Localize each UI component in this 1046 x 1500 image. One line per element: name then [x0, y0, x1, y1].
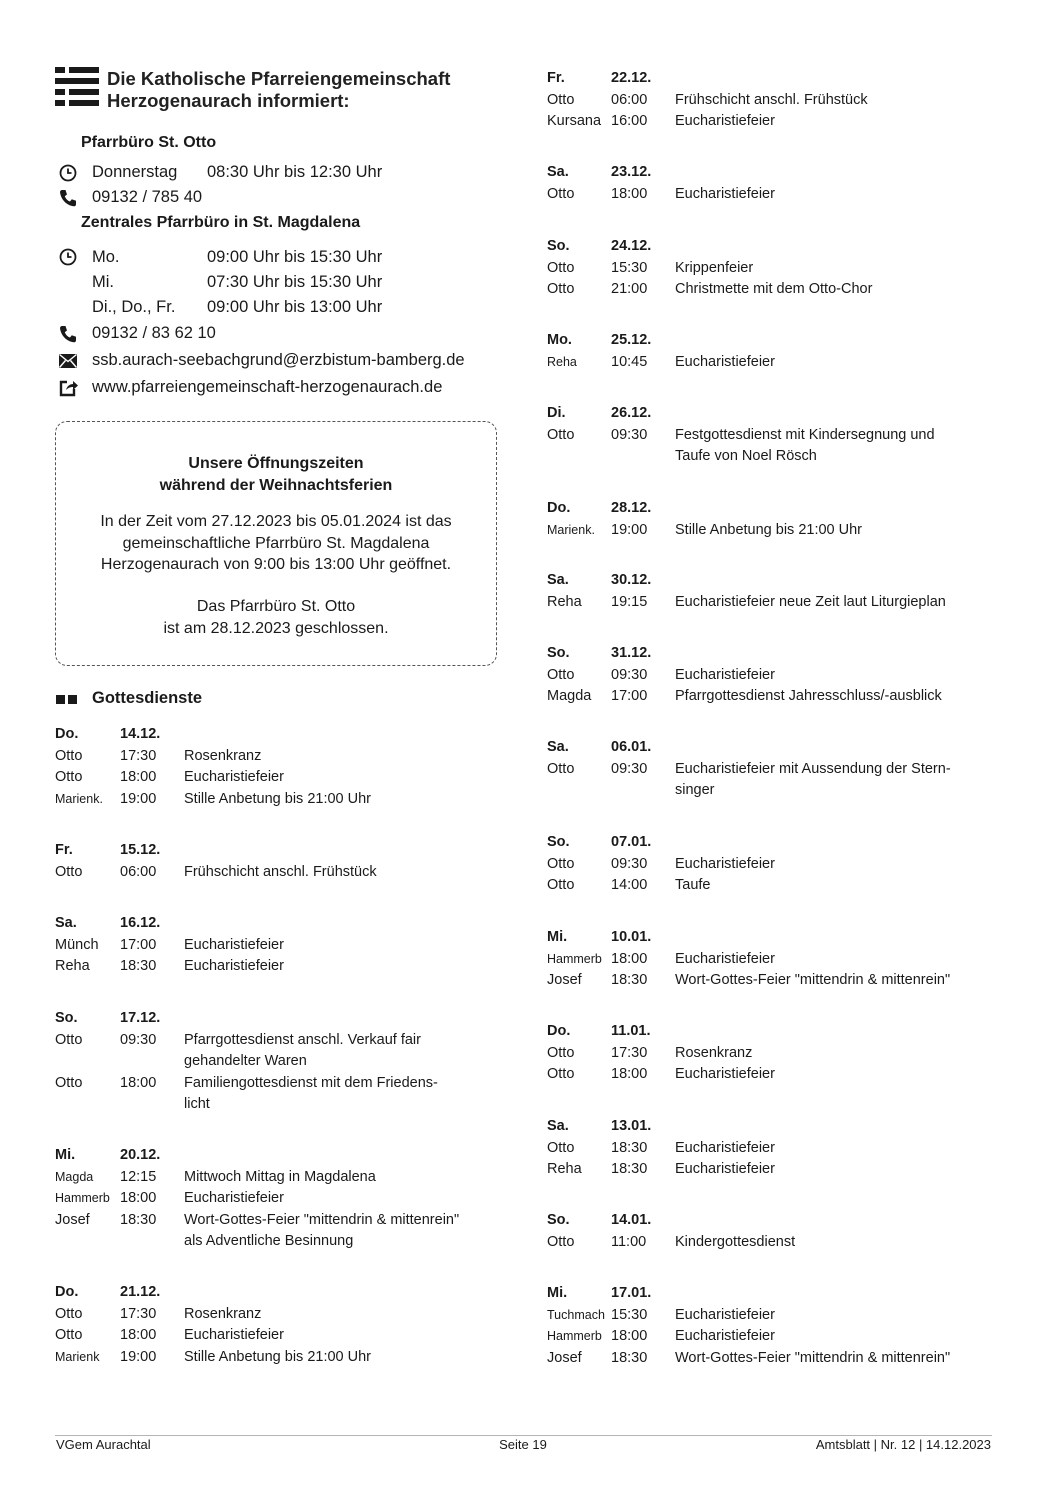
service-day — [547, 68, 992, 133]
service-time: 18:00 — [611, 1066, 648, 1082]
service-time: 09:30 — [611, 426, 648, 443]
service-description: licht — [184, 1096, 210, 1112]
weekday: So. — [547, 238, 570, 254]
service-row-continued — [55, 1231, 500, 1253]
service-row — [547, 1159, 992, 1181]
service-time: 19:15 — [611, 593, 648, 610]
office2-time: 09:00 Uhr bis 15:30 Uhr — [207, 248, 383, 266]
service-day-header — [547, 330, 992, 352]
service-day-header — [55, 724, 500, 746]
email-link[interactable]: ssb.aurach-seebachgrund@erzbistum-bamberg.de — [92, 351, 465, 369]
service-description: Krippenfeier — [675, 259, 754, 276]
service-time: 18:30 — [611, 1349, 648, 1366]
service-time: 15:30 — [611, 259, 648, 276]
service-time: 09:30 — [611, 666, 648, 683]
service-description: Eucharistiefeier — [675, 113, 775, 129]
service-row-continued — [547, 780, 992, 802]
service-location: Münch — [55, 936, 99, 953]
service-location: Kursana — [547, 113, 602, 129]
service-day — [547, 1283, 992, 1369]
service-row — [547, 258, 992, 280]
service-description: Eucharistiefeier — [184, 769, 284, 785]
service-day-header — [547, 737, 992, 759]
footer-page-number: Seite 19 — [499, 1437, 547, 1452]
service-day-header — [547, 1283, 992, 1305]
service-time: 18:30 — [120, 958, 157, 974]
service-day — [55, 1008, 500, 1116]
footer-divider — [55, 1435, 992, 1436]
service-day-header — [547, 1021, 992, 1043]
service-time: 18:00 — [611, 1328, 648, 1344]
service-description: Eucharistiefeier — [184, 936, 284, 953]
service-description: Festgottesdienst mit Kindersegnung und — [675, 426, 935, 443]
date: 16.12. — [120, 915, 161, 931]
service-day — [55, 1282, 500, 1368]
service-day — [547, 570, 992, 613]
service-time: 15:30 — [611, 1306, 648, 1323]
service-day-header — [55, 1145, 500, 1167]
service-time: 18:00 — [611, 950, 648, 967]
service-row — [547, 520, 992, 542]
service-row — [547, 1348, 992, 1370]
service-row — [55, 1347, 500, 1369]
parish-logo — [55, 67, 99, 107]
service-row — [55, 746, 500, 768]
service-row — [547, 425, 992, 447]
service-location: Tuchmach — [547, 1307, 605, 1322]
service-description: Pfarrgottesdienst anschl. Verkauf fair — [184, 1031, 421, 1048]
service-row-continued — [547, 446, 992, 468]
service-time: 09:30 — [611, 855, 648, 872]
service-row — [547, 279, 992, 301]
service-time: 06:00 — [611, 91, 648, 108]
phone-icon — [57, 323, 79, 345]
service-time: 17:30 — [611, 1044, 648, 1061]
date: 13.01. — [611, 1118, 652, 1134]
weekday: Do. — [55, 726, 79, 742]
external-link-icon — [57, 377, 79, 399]
weekday: Fr. — [55, 842, 73, 858]
service-row — [547, 111, 992, 133]
service-description: Eucharistiefeier — [675, 1306, 775, 1323]
date: 15.12. — [120, 842, 161, 858]
weekday: Sa. — [547, 572, 569, 588]
service-day — [547, 236, 992, 301]
service-day — [55, 913, 500, 978]
service-row — [547, 1043, 992, 1065]
service-row — [547, 592, 992, 614]
footer-right: Amtsblatt | Nr. 12 | 14.12.2023 — [815, 1437, 991, 1452]
service-location: Otto — [55, 863, 83, 880]
service-description: Wort-Gottes-Feier "mittendrin & mittenrein" — [675, 972, 951, 988]
service-day — [547, 927, 992, 992]
service-description: Christmette mit dem Otto-Chor — [675, 281, 873, 297]
weekday: Mo. — [547, 332, 572, 348]
service-row — [547, 970, 992, 992]
service-day — [547, 1210, 992, 1253]
weekday: Sa. — [547, 1118, 569, 1134]
weekday: So. — [547, 834, 570, 850]
weekday: Do. — [55, 1284, 79, 1300]
service-location: Marienk. — [547, 522, 595, 537]
service-description: Eucharistiefeier — [184, 958, 284, 974]
service-day — [547, 643, 992, 708]
service-time: 09:30 — [120, 1031, 157, 1048]
service-day-header — [547, 68, 992, 90]
service-description: Taufe von Noel Rösch — [675, 448, 817, 464]
service-time: 19:00 — [120, 790, 157, 807]
weekday: Sa. — [547, 164, 569, 180]
service-row — [55, 956, 500, 978]
service-location: Marienk — [55, 1349, 100, 1364]
service-description: Eucharistiefeier — [675, 1066, 775, 1082]
service-time: 17:30 — [120, 747, 157, 764]
service-location: Otto — [547, 760, 575, 777]
service-description: als Adventliche Besinnung — [184, 1233, 354, 1249]
service-day — [547, 162, 992, 205]
notice-title-line-2: während der Weihnachtsferien — [159, 476, 393, 494]
service-time: 12:15 — [120, 1168, 157, 1185]
service-day — [547, 832, 992, 897]
service-time: 18:30 — [120, 1211, 157, 1228]
service-day-header — [547, 927, 992, 949]
service-day-header — [55, 913, 500, 935]
service-location: Otto — [547, 666, 575, 683]
service-location: Josef — [55, 1211, 90, 1228]
office2-time: 07:30 Uhr bis 15:30 Uhr — [207, 273, 383, 291]
service-location: Reha — [547, 354, 577, 369]
service-description: Eucharistiefeier — [675, 1328, 775, 1344]
notice-closure-line: ist am 28.12.2023 geschlossen. — [163, 619, 389, 637]
date: 31.12. — [611, 645, 652, 661]
website-link[interactable]: www.pfarreiengemeinschaft-herzogenaurach.de — [92, 378, 443, 396]
service-location: Otto — [547, 426, 575, 443]
date: 20.12. — [120, 1147, 161, 1163]
service-description: Eucharistiefeier — [675, 1139, 775, 1156]
service-time: 14:00 — [611, 877, 648, 893]
service-location: Otto — [55, 747, 83, 764]
service-time: 18:00 — [120, 1190, 157, 1206]
service-time: 18:00 — [120, 1074, 157, 1091]
service-row — [55, 789, 500, 811]
notice-title — [56, 453, 496, 496]
service-location: Marienk. — [55, 791, 103, 806]
office2-day: Di., Do., Fr. — [92, 298, 176, 316]
office-st-otto-heading: Pfarrbüro St. Otto — [81, 134, 217, 151]
service-description: Wort-Gottes-Feier "mittendrin & mittenrein" — [184, 1211, 460, 1228]
service-location: Otto — [547, 91, 575, 108]
date: 25.12. — [611, 332, 652, 348]
service-description: Familiengottesdienst mit dem Friedens- — [184, 1074, 438, 1091]
service-description: Wort-Gottes-Feier "mittendrin & mittenrein" — [675, 1349, 951, 1366]
service-description: Eucharistiefeier — [675, 185, 775, 202]
service-day-header — [547, 498, 992, 520]
service-row — [547, 184, 992, 206]
service-day — [547, 403, 992, 468]
service-time: 16:00 — [611, 113, 648, 129]
service-row — [547, 854, 992, 876]
date: 23.12. — [611, 164, 652, 180]
date: 21.12. — [120, 1284, 161, 1300]
notice-body-line: In der Zeit vom 27.12.2023 bis 05.01.2024 ist das — [100, 513, 452, 530]
service-row — [547, 759, 992, 781]
notice-body-line: Herzogenaurach von 9:00 bis 13:00 Uhr geöffnet. — [100, 556, 452, 573]
weekday: Fr. — [547, 70, 565, 86]
weekday: Mi. — [55, 1147, 76, 1163]
office1-hours: 08:30 Uhr bis 12:30 Uhr — [207, 163, 383, 181]
service-time: 18:30 — [611, 1161, 648, 1177]
date: 24.12. — [611, 238, 652, 254]
service-row — [547, 686, 992, 708]
service-row — [547, 665, 992, 687]
service-description: Eucharistiefeier — [675, 950, 775, 967]
service-location: Otto — [547, 1233, 575, 1250]
service-location: Otto — [547, 855, 575, 872]
service-day — [55, 724, 500, 810]
office1-day: Donnerstag — [92, 163, 178, 181]
service-time: 06:00 — [120, 863, 157, 880]
title-line-2: Herzogenaurach informiert: — [107, 90, 350, 111]
office2-day: Mi. — [92, 273, 114, 291]
service-time: 18:30 — [611, 972, 648, 988]
service-row-continued — [55, 1051, 500, 1073]
service-day — [55, 1145, 500, 1253]
service-time: 17:30 — [120, 1305, 157, 1322]
service-day-header — [547, 403, 992, 425]
service-row-continued — [55, 1094, 500, 1116]
clock-icon — [57, 162, 79, 184]
notice-body — [66, 511, 486, 576]
service-day — [547, 737, 992, 802]
weekday: Mi. — [547, 929, 568, 945]
page-title — [107, 68, 450, 112]
holiday-hours-notice — [55, 421, 497, 666]
service-location: Otto — [547, 1044, 575, 1061]
service-location: Reha — [547, 593, 582, 610]
service-row — [55, 1030, 500, 1052]
title-line-1: Die Katholische Pfarreiengemeinschaft — [107, 68, 451, 89]
service-time: 17:00 — [611, 688, 648, 704]
service-location: Otto — [55, 769, 83, 785]
service-description: Taufe — [675, 877, 711, 893]
service-row — [547, 875, 992, 897]
service-row — [55, 1304, 500, 1326]
service-day-header — [547, 162, 992, 184]
weekday: So. — [547, 1212, 570, 1228]
service-day-header — [547, 236, 992, 258]
service-description: Frühschicht anschl. Frühstück — [675, 91, 868, 108]
service-day-header — [55, 840, 500, 862]
service-day-header — [547, 570, 992, 592]
office2-day: Mo. — [92, 248, 120, 266]
service-location: Otto — [55, 1074, 83, 1091]
service-description: Eucharistiefeier — [184, 1327, 284, 1343]
weekday: So. — [547, 645, 570, 661]
services-heading: Gottesdienste — [92, 689, 203, 707]
service-row — [55, 1167, 500, 1189]
clock-icon — [57, 246, 79, 268]
service-time: 17:00 — [120, 936, 157, 953]
office2-phone[interactable]: 09132 / 83 62 10 — [92, 324, 216, 342]
date: 30.12. — [611, 572, 652, 588]
service-row — [547, 90, 992, 112]
service-location: Hammerb — [547, 1329, 602, 1343]
service-row — [547, 949, 992, 971]
weekday: Sa. — [55, 915, 77, 931]
service-day-header — [55, 1008, 500, 1030]
service-time: 09:30 — [611, 760, 648, 777]
service-location: Otto — [547, 185, 575, 202]
service-row — [547, 1232, 992, 1254]
service-time: 18:30 — [611, 1139, 648, 1156]
service-day — [55, 840, 500, 883]
notice-body-line: gemeinschaftliche Pfarrbüro St. Magdalena — [122, 534, 430, 552]
service-description: Rosenkranz — [184, 1305, 262, 1322]
notice-closure-line: Das Pfarrbüro St. Otto — [196, 598, 356, 615]
service-location: Magda — [547, 688, 592, 704]
service-location: Josef — [547, 972, 582, 988]
footer-left: VGem Aurachtal — [56, 1437, 151, 1452]
weekday: So. — [55, 1010, 78, 1026]
service-location: Hammerb — [55, 1191, 110, 1205]
service-location: Otto — [547, 1139, 575, 1156]
service-time: 19:00 — [611, 521, 648, 538]
service-description: Eucharistiefeier — [675, 353, 775, 370]
weekday: Mi. — [547, 1285, 568, 1301]
date: 22.12. — [611, 70, 652, 86]
service-location: Otto — [55, 1031, 83, 1048]
service-time: 18:00 — [120, 769, 157, 785]
date: 28.12. — [611, 500, 652, 516]
service-description: Pfarrgottesdienst Jahresschluss/-ausblick — [675, 688, 942, 704]
service-description: gehandelter Waren — [184, 1053, 307, 1069]
service-time: 21:00 — [611, 281, 648, 297]
service-description: Eucharistiefeier neue Zeit laut Liturgieplan — [675, 593, 946, 610]
date: 07.01. — [611, 834, 652, 850]
service-location: Josef — [547, 1349, 582, 1366]
service-day-header — [547, 1116, 992, 1138]
service-row — [55, 935, 500, 957]
date: 17.01. — [611, 1285, 652, 1301]
notice-closure — [56, 596, 496, 639]
date: 06.01. — [611, 739, 652, 755]
service-day — [547, 498, 992, 541]
service-description: singer — [675, 782, 715, 798]
office-magdalena-heading: Zentrales Pfarrbüro in St. Magdalena — [81, 214, 361, 231]
service-location: Hammerb — [547, 951, 602, 966]
date: 10.01. — [611, 929, 652, 945]
service-row — [547, 1305, 992, 1327]
date: 17.12. — [120, 1010, 161, 1026]
weekday: Sa. — [547, 739, 569, 755]
service-time: 11:00 — [611, 1233, 647, 1250]
service-location: Magda — [55, 1169, 94, 1184]
weekday: Di. — [547, 405, 566, 421]
service-description: Mittwoch Mittag in Magdalena — [184, 1168, 376, 1185]
service-day-header — [547, 643, 992, 665]
service-time: 18:00 — [611, 185, 648, 202]
service-description: Rosenkranz — [675, 1044, 753, 1061]
service-description: Eucharistiefeier — [675, 855, 775, 872]
service-row — [55, 1073, 500, 1095]
date: 26.12. — [611, 405, 652, 421]
service-time: 18:00 — [120, 1327, 157, 1343]
service-row — [547, 1064, 992, 1086]
service-description: Rosenkranz — [184, 747, 262, 764]
service-day-header — [547, 1210, 992, 1232]
service-description: Eucharistiefeier — [675, 1161, 775, 1177]
service-row — [547, 352, 992, 374]
service-row — [55, 767, 500, 789]
office2-time: 09:00 Uhr bis 13:00 Uhr — [207, 298, 383, 316]
service-description: Frühschicht anschl. Frühstück — [184, 863, 377, 880]
service-description: Eucharistiefeier mit Aussendung der Stern- — [675, 760, 951, 777]
service-description: Eucharistiefeier — [184, 1190, 284, 1206]
service-row — [55, 862, 500, 884]
service-location: Otto — [55, 1327, 83, 1343]
office1-phone[interactable]: 09132 / 785 40 — [92, 188, 203, 206]
service-row — [55, 1188, 500, 1210]
date: 14.12. — [120, 726, 161, 742]
service-row — [547, 1326, 992, 1348]
notice-title-line-1: Unsere Öffnungszeiten — [188, 455, 364, 472]
service-location: Otto — [547, 1066, 575, 1082]
service-location: Otto — [547, 259, 575, 276]
service-description: Eucharistiefeier — [675, 666, 775, 683]
service-day — [547, 330, 992, 373]
service-location: Reha — [547, 1161, 582, 1177]
date: 14.01. — [611, 1212, 652, 1228]
service-location: Otto — [547, 877, 575, 893]
service-description: Stille Anbetung bis 21:00 Uhr — [675, 521, 863, 538]
service-time: 10:45 — [611, 353, 648, 370]
service-location: Reha — [55, 958, 90, 974]
service-time: 19:00 — [120, 1348, 157, 1365]
weekday: Do. — [547, 500, 571, 516]
service-row — [55, 1325, 500, 1347]
mail-icon — [57, 350, 79, 372]
service-row — [55, 1210, 500, 1232]
service-description: Stille Anbetung bis 21:00 Uhr — [184, 790, 372, 807]
service-description: Kindergottesdienst — [675, 1233, 796, 1250]
service-location: Otto — [55, 1305, 83, 1322]
service-description: Stille Anbetung bis 21:00 Uhr — [184, 1348, 372, 1365]
service-day-header — [55, 1282, 500, 1304]
service-day — [547, 1116, 992, 1181]
phone-icon — [57, 187, 79, 209]
service-location: Otto — [547, 281, 575, 297]
section-marker-icon — [56, 695, 80, 704]
service-day — [547, 1021, 992, 1086]
service-day-header — [547, 832, 992, 854]
date: 11.01. — [611, 1023, 651, 1039]
service-row — [547, 1138, 992, 1160]
weekday: Do. — [547, 1023, 571, 1039]
